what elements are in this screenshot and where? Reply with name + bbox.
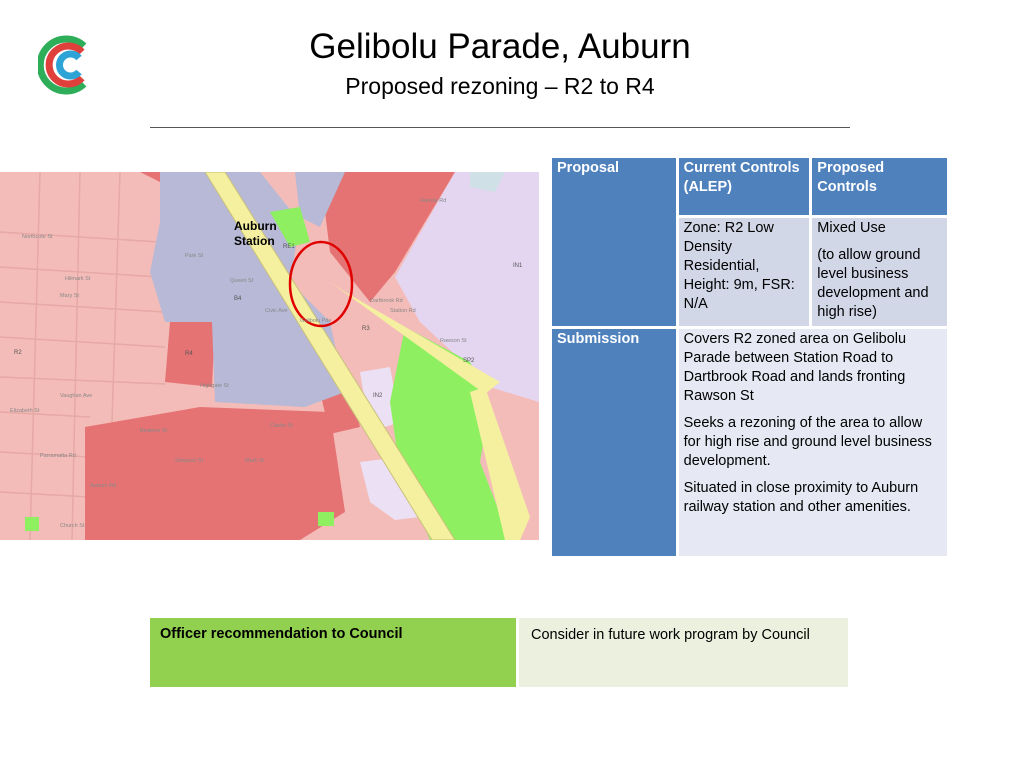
zone-label-r3: R3 — [362, 326, 370, 332]
street-label: Simpson St — [175, 458, 204, 464]
controls-table — [549, 155, 950, 559]
street-label: Church St — [60, 523, 85, 529]
street-label: Clarke St — [270, 423, 293, 429]
street-label: Station Rd — [390, 308, 416, 314]
submission-paragraph: Covers R2 zoned area on Gelibolu Parade between Station Road to Dartbrook Road and lands fronting Rawson St — [683, 331, 907, 404]
street-label: Mark St — [245, 458, 264, 464]
zone-label-r4: R4 — [185, 351, 193, 357]
street-label: Highgate St — [200, 383, 229, 389]
recommendation-value: Consider in future work program by Council — [519, 618, 848, 687]
zoning-map — [0, 172, 539, 540]
street-label: Elizabeth St — [10, 408, 40, 414]
street-label: Harrow Rd — [420, 198, 447, 204]
station-label-line1: Auburn — [234, 219, 277, 233]
submission-paragraph: Seeks a rezoning of the area to allow for high rise and ground level business development. — [683, 415, 932, 469]
street-label: Mary St — [60, 293, 79, 299]
street-label: Queen St — [230, 278, 254, 284]
recommendation-label: Officer recommendation to Council — [150, 618, 516, 687]
street-label: Northcote St — [22, 234, 53, 240]
street-label: Parramatta Rd — [40, 453, 76, 459]
station-label-line2: Station — [234, 234, 275, 248]
submission-cell — [679, 329, 947, 556]
zone-label-in2: IN2 — [373, 393, 383, 399]
street-label: Beatrice St — [140, 428, 167, 434]
street-label: Auburn Rd — [90, 483, 117, 489]
street-label: Vaughan Ave — [60, 393, 93, 399]
submission-header: Submission — [552, 329, 676, 556]
zone-label-b4: B4 — [234, 296, 242, 302]
current-controls-header: Current Controls (ALEP) — [679, 158, 810, 215]
street-label: Gelibolu Pde — [300, 318, 332, 324]
proposal-header: Proposal — [552, 158, 676, 326]
slide-subtitle: Proposed rezoning – R2 to R4 — [345, 73, 655, 99]
proposed-controls-cell — [812, 218, 947, 326]
street-label: Hilmark St — [65, 276, 91, 282]
street-label: Dartbrook Rd — [370, 298, 403, 304]
council-logo-icon — [38, 32, 98, 98]
recommendation-box — [150, 618, 848, 687]
zone-label-re1: RE1 — [283, 244, 295, 250]
zone-label-r2: R2 — [14, 350, 22, 356]
slide-title: Gelibolu Parade, Auburn — [309, 27, 691, 66]
proposed-controls-line1: Mixed Use — [817, 220, 886, 236]
zone-label-in1: IN1 — [513, 263, 523, 269]
zone-label-sp2: SP2 — [463, 358, 475, 364]
current-controls-cell: Zone: R2 Low Density Residential, Height: 9m, FSR: N/A — [679, 218, 810, 326]
title-divider — [150, 127, 850, 128]
street-label: Rawson St — [440, 338, 467, 344]
proposed-controls-line2: (to allow ground level business development and high rise) — [817, 247, 929, 320]
proposed-controls-header: Proposed Controls — [812, 158, 947, 215]
street-label: Park St — [185, 253, 204, 259]
street-label: Civic Ave — [265, 308, 288, 314]
submission-paragraph: Situated in close proximity to Auburn railway station and other amenities. — [683, 480, 919, 515]
